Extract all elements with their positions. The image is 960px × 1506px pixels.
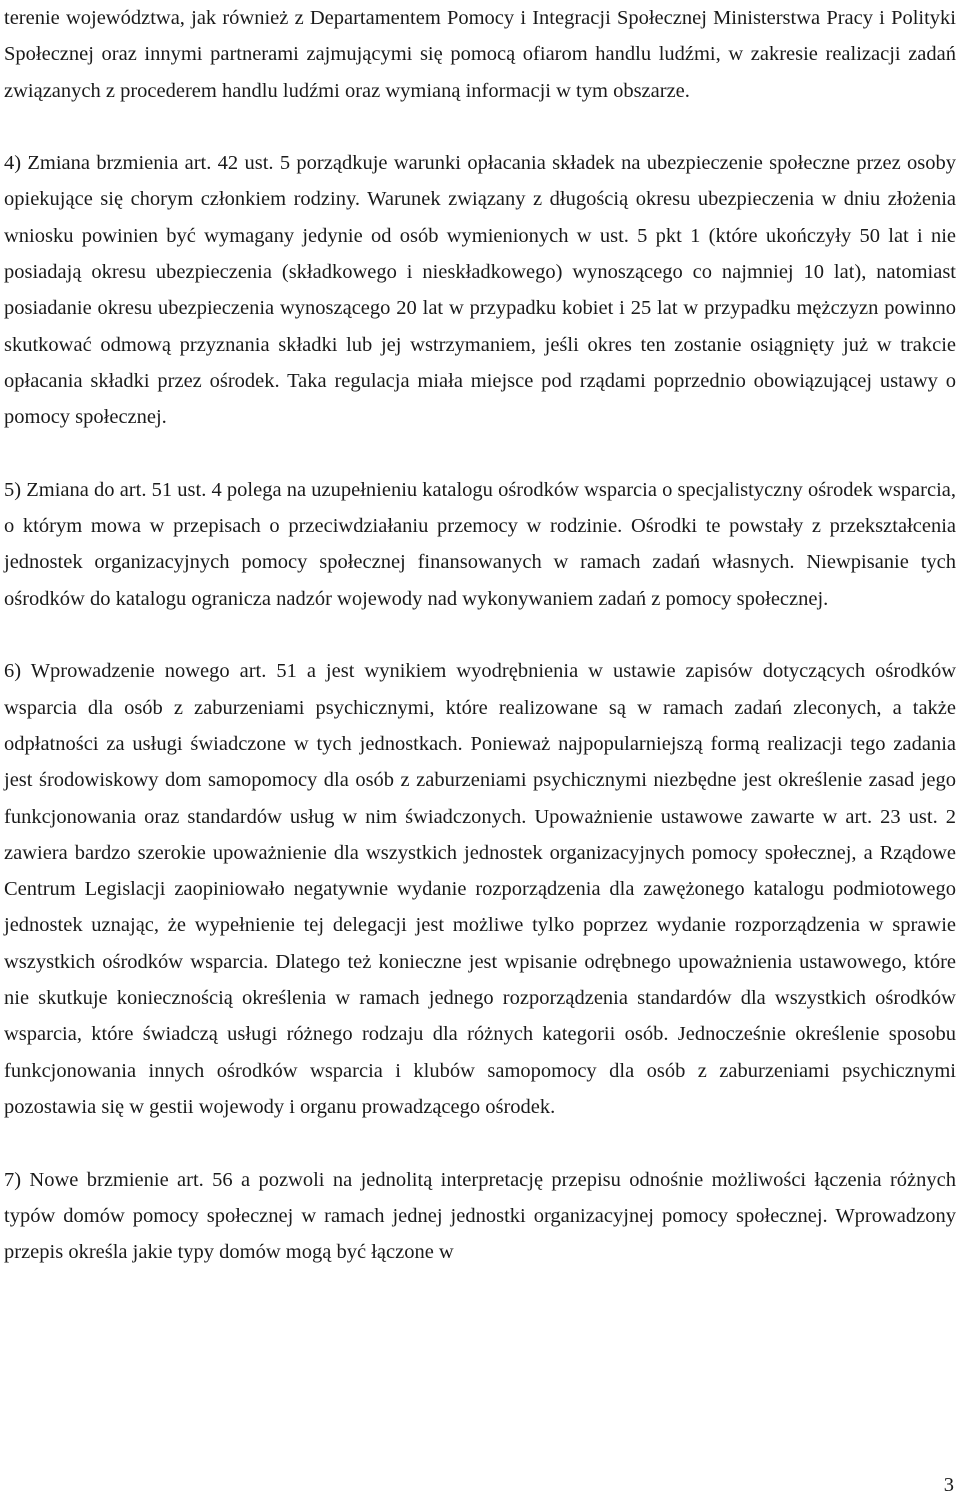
document-page xyxy=(4,0,956,1270)
paragraph-point-6: 6) Wprowadzenie nowego art. 51 a jest wynikiem wyodrębnienia w ustawie zapisów dotyczących ośrodków wsparcia dla osób z zaburzeniami psychicznymi, które realizowane są w ramach zadań zleconych, a także odpłatności za usługi świadczone w tych jednostkach. Ponieważ najpopularniejszą formą realizacji tego zadania jest środowiskowy dom samopomocy dla osób z zaburzeniami psychicznymi niezbędne jest określenie zasad jego funkcjonowania oraz standardów usług w nim świadczonych. Upoważnienie ustawowe zawarte w art. 23 ust. 2 zawiera bardzo szerokie upoważnienie dla wszystkich jednostek organizacyjnych pomocy społecznej, a Rządowe Centrum Legislacji zaopiniowało negatywnie wydanie rozporządzenia dla zawężonego katalogu podmiotowego jednostek uznając, że wypełnienie tej delegacji jest możliwe tylko poprzez wydanie rozporządzenia w sprawie wszystkich ośrodków wsparcia. Dlatego też konieczne jest wpisanie odrębnego upoważnienia ustawowego, które nie skutkuje koniecznością określenia w ramach jednego rozporządzenia standardów dla wszystkich ośrodków wsparcia, które świadczą usługi różnego rodzaju dla różnych kategorii osób. Jednocześnie określenie sposobu funkcjonowania innych ośrodków wsparcia i klubów samopomocy dla osób z zaburzeniami psychicznymi pozostawia się w gestii wojewody i organu prowadzącego ośrodek. xyxy=(4,660,956,1118)
paragraph-point-7: 7) Nowe brzmienie art. 56 a pozwoli na jednolitą interpretację przepisu odnośnie możliwości łączenia różnych typów domów pomocy społecznej w ramach jednej jednostki organizacyjnej pomocy społecznej. Wprowadzony przepis określa jakie typy domów mogą być łączone w xyxy=(4,1168,956,1264)
paragraph-spacer xyxy=(4,109,956,145)
page-number: 3 xyxy=(943,1474,954,1496)
paragraph-spacer xyxy=(4,436,956,472)
paragraph-intro-continuation: terenie województwa, jak również z Departamentem Pomocy i Integracji Społecznej Ministerstwa Pracy i Polityki Społecznej oraz innymi partnerami zajmującymi się pomocą ofiarom handlu ludźmi, w zakresie realizacji zadań związanych z procederem handlu ludźmi oraz wymianą informacji w tym obszarze. xyxy=(4,7,956,102)
paragraph-spacer xyxy=(4,1125,956,1161)
paragraph-point-4: 4) Zmiana brzmienia art. 42 ust. 5 porządkuje warunki opłacania składek na ubezpieczenie społeczne przez osoby opiekujące się chorym członkiem rodziny. Warunek związany z długością okresu ubezpieczenia w dniu złożenia wniosku powinien być wymagany jedynie od osób wymienionych w ust. 5 pkt 1 (które ukończyły 50 lat i nie posiadają okresu ubezpieczenia (składkowego i nieskładkowego) wynoszącego co najmniej 10 lat), natomiast posiadanie okresu ubezpieczenia wynoszącego 20 lat w przypadku kobiet i 25 lat w przypadku mężczyzn powinno skutkować odmową przyznania składki lub jej wstrzymaniem, jeśli okres ten zostanie osiągnięty już w trakcie opłacania składki przez ośrodek. Taka regulacja miała miejsce pod rządami poprzednio obowiązującej ustawy o pomocy społecznej. xyxy=(4,152,956,429)
paragraph-spacer xyxy=(4,617,956,653)
paragraph-point-5: 5) Zmiana do art. 51 ust. 4 polega na uzupełnieniu katalogu ośrodków wsparcia o specjalistyczny ośrodek wsparcia, o którym mowa w przepisach o przeciwdziałaniu przemocy w rodzinie. Ośrodki te powstały z przekształcenia jednostek organizacyjnych pomocy społecznej finansowanych w ramach zadań własnych. Niewpisanie tych ośrodków do katalogu ogranicza nadzór wojewody nad wykonywaniem zadań z pomocy społecznej. xyxy=(4,478,956,610)
